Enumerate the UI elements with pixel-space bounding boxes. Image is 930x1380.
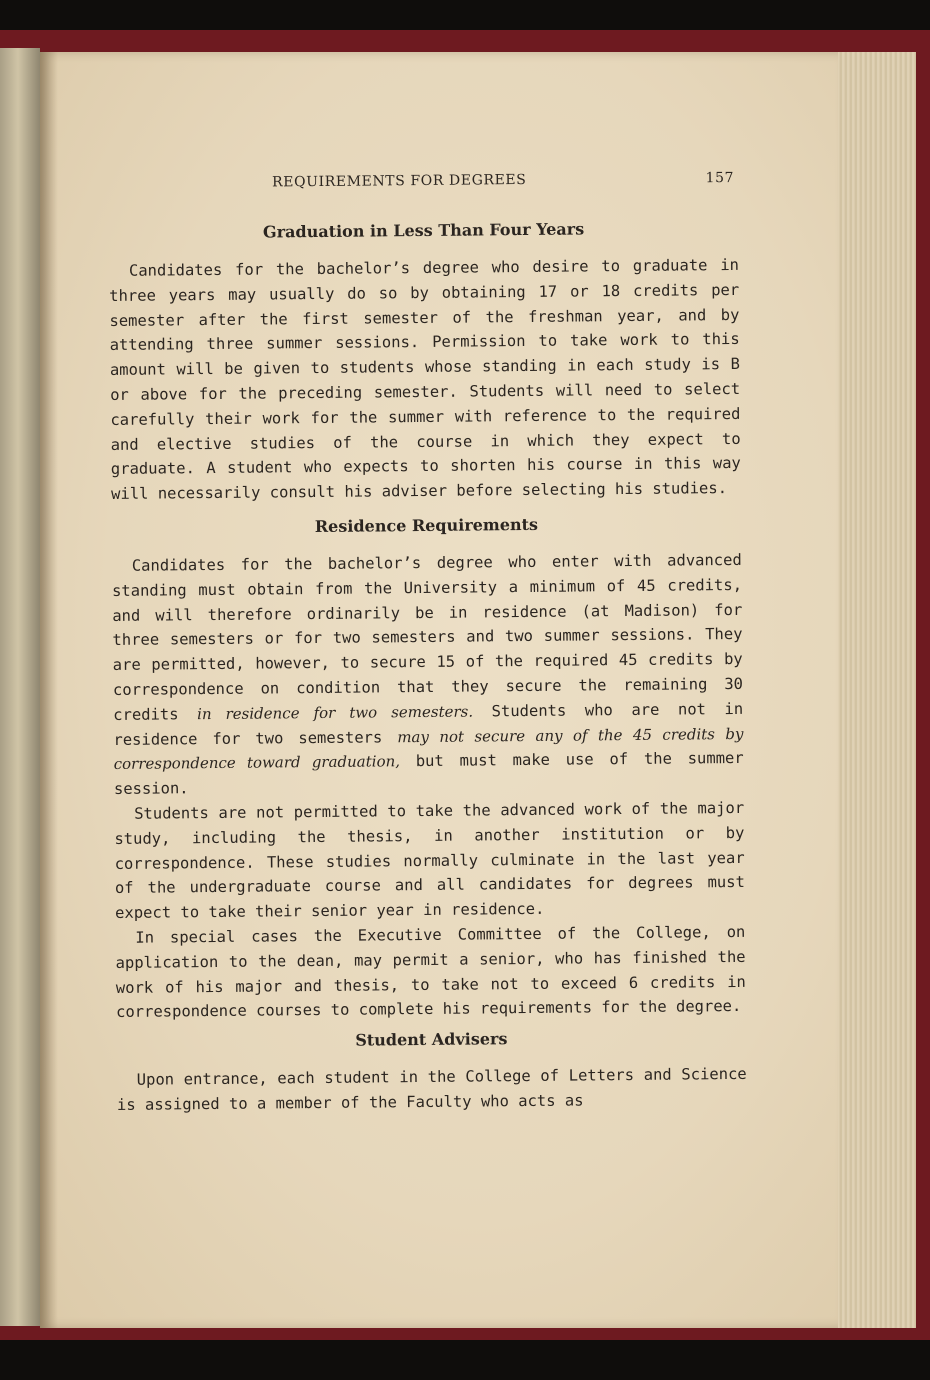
residence-emphasis-1: in residence for two semesters. xyxy=(197,702,474,723)
paragraph-advisers: Upon entrance, each student in the College of Letters and Science is assigned to a member of the Faculty who acts as xyxy=(116,1065,747,1114)
page-stack-edges xyxy=(838,52,916,1328)
running-head xyxy=(108,164,738,196)
residence-text-b: Students who are not in residence for two semesters xyxy=(113,699,744,749)
residence-emphasis-2: may not secure any of the 45 credits by correspondence toward graduation, xyxy=(113,724,744,774)
residence-text-a: Candidates for the bachelor’s degree who enter with advanced standing must obtain from the University a minimum of 45 credits, and will therefore ordinarily be in residence (at Madison) for three semesters or for two semesters and two summer sessions. They are permitted, however, to secure 15 of the required 45 credits by correspondence on condition that they secure the remaining 30 credits xyxy=(111,550,744,724)
running-head-title: REQUIREMENTS FOR DEGREES xyxy=(272,171,527,191)
page-gutter-shadow xyxy=(40,52,58,1328)
section-heading-graduation: Graduation in Less Than Four Years xyxy=(262,219,585,242)
residence-text-c: but must make use of the summer session. xyxy=(113,749,744,799)
paragraph-residence-1 xyxy=(112,548,744,802)
facing-page-edge xyxy=(0,48,40,1326)
section-heading-residence: Residence Requirements xyxy=(314,514,539,536)
page-text xyxy=(108,164,747,1118)
paragraph-residence-3: In special cases the Executive Committee of the College, on application to the dean, may permit a senior, who has finished the work of his major and thesis, to take not to exceed 6 credits in correspondence courses to complete his requirements for the degree. xyxy=(115,922,746,1022)
paragraph-residence-2: Students are not permitted to take the advanced work of the major study, including the thesis, in another institution or by correspondence. These studies normally culminate in the last year of the undergraduate course and all candidates for degrees must expect to take their senior year in residence. xyxy=(114,798,745,923)
paragraph-graduation: Candidates for the bachelor’s degree who desire to graduate in three years may usually do so by obtaining 17 or 18 credits per semester after the first semester of the freshman year, and by attending three summer sessions. Permission to take work to this amount will be given to students whose standing in each study is B or above for the preceding semester. Students will need to select carefully their work for the summer with reference to the required and elective studies of the course in which they expect to graduate. A student who expects to shorten his course in this way will necessarily consult his adviser before selecting his studies. xyxy=(109,255,741,504)
page-number: 157 xyxy=(705,169,735,187)
section-heading-advisers: Student Advisers xyxy=(355,1029,508,1050)
